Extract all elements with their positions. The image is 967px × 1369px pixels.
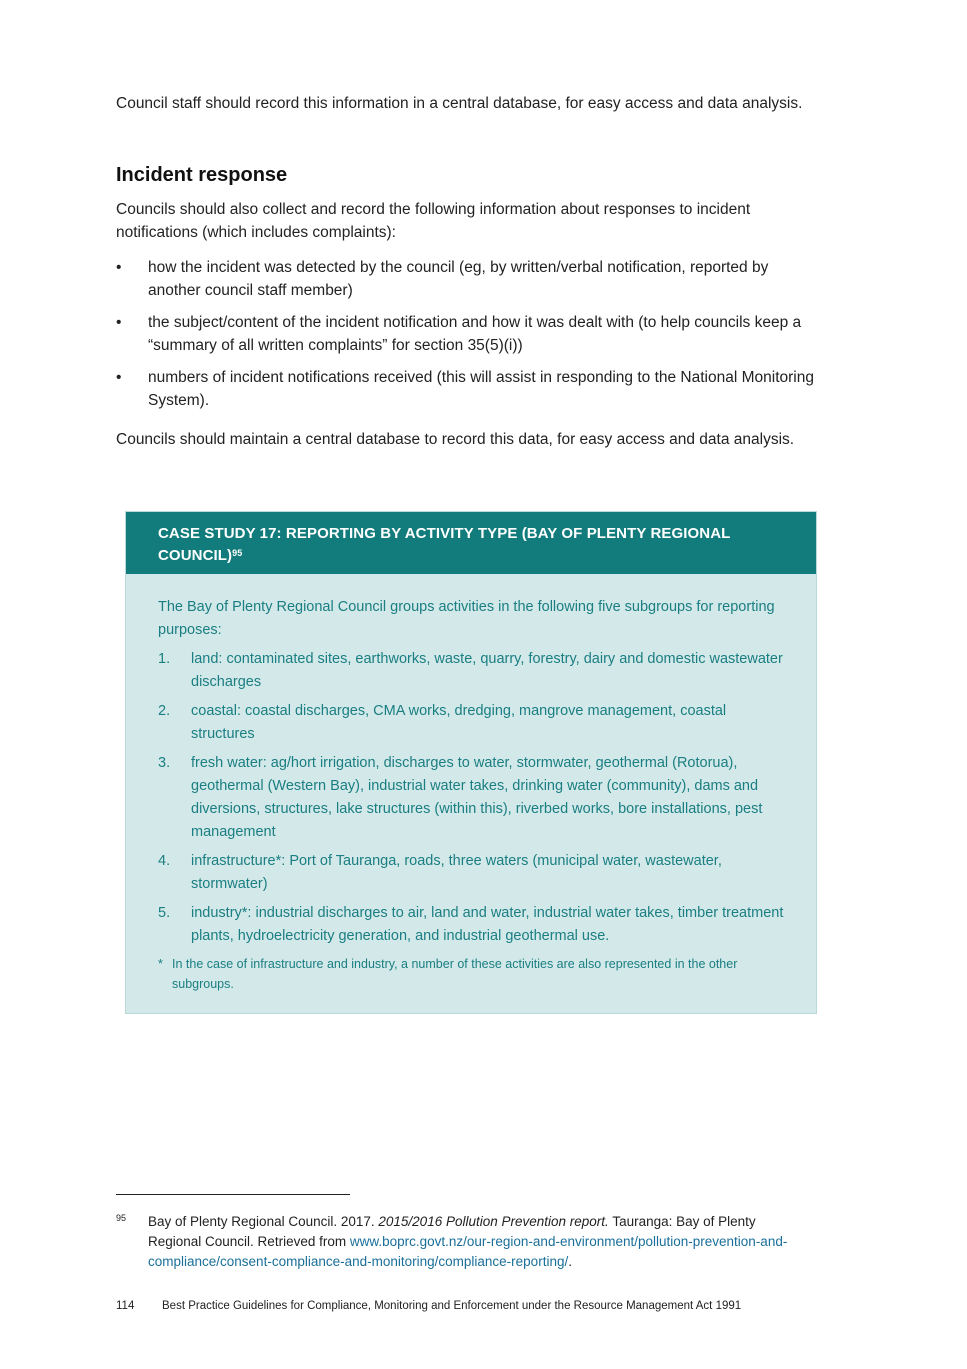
page-content [116, 92, 816, 451]
page-footer [116, 1298, 741, 1314]
list-item [158, 648, 784, 694]
footnote-number: 95 [116, 1213, 127, 1223]
item-number: 3. [158, 755, 171, 771]
list-item [158, 752, 784, 844]
case-study-body [126, 574, 816, 994]
section-lead: Councils should also collect and record the following information about responses to incident notifications (which includes complaints): [116, 201, 751, 241]
bullet-list [116, 256, 816, 412]
note-text: In the case of infrastructure and industry, a number of these activities are also represented in the other subgroups. [172, 957, 738, 991]
item-number: 5. [158, 905, 171, 921]
list-item [116, 256, 816, 302]
footnote [116, 1212, 806, 1272]
document-title: Best Practice Guidelines for Compliance, Monitoring and Enforcement under the Resource Management Act 1991 [162, 1300, 742, 1312]
list-item [158, 902, 784, 948]
item-number: 2. [158, 703, 171, 719]
list-item [158, 850, 784, 896]
case-study-title: CASE STUDY 17: REPORTING BY ACTIVITY TYPE (BAY OF PLENTY REGIONAL COUNCIL) [158, 525, 731, 564]
item-text: land: contaminated sites, earthworks, waste, quarry, forestry, dairy and domestic wastewater discharges [191, 651, 783, 690]
footnote-end: . [568, 1254, 572, 1269]
closing-paragraph: Councils should maintain a central database to record this data, for easy access and data analysis. [116, 431, 795, 448]
case-study-header [126, 512, 816, 574]
footnote-report-title: 2015/2016 Pollution Prevention report. [378, 1214, 609, 1229]
intro-paragraph: Council staff should record this information in a central database, for easy access and data analysis. [116, 95, 803, 112]
item-number: 1. [158, 651, 171, 667]
list-item [116, 366, 816, 412]
list-item-text: the subject/content of the incident notification and how it was dealt with (to help councils keep a “summary of all written complaints” for section 35(5)(i)) [148, 314, 802, 354]
asterisk-icon: * [158, 957, 163, 971]
bullet-icon: • [116, 259, 122, 276]
footnote-divider [116, 1194, 350, 1195]
case-study-note [158, 954, 784, 994]
list-item [116, 311, 816, 357]
item-number: 4. [158, 853, 171, 869]
footnote-link[interactable]: www.boprc.govt.nz/our-region-and-environment/pollution-prevention-and-compliance/consent-compliance-and-monitoring/compliance-reporting/ [148, 1234, 788, 1269]
item-text: infrastructure*: Port of Tauranga, roads, three waters (municipal water, wastewater, stormwater) [191, 853, 722, 892]
item-text: industry*: industrial discharges to air, land and water, industrial water takes, timber treatment plants, hydroelectricity generation, and industrial geothermal use. [191, 905, 784, 944]
bullet-icon: • [116, 314, 122, 331]
item-text: fresh water: ag/hort irrigation, discharges to water, stormwater, geothermal (Rotorua), geothermal (Western Bay), industrial water takes, drinking water (community), dams and diversions, structures, lake structures (within this), riverbed works, bore installations, pest management [191, 755, 763, 840]
footnote-publisher: Tauranga: Bay of Plenty Regional Council. Retrieved from [148, 1214, 756, 1249]
section-heading: Incident response [116, 164, 288, 186]
footnote-reference[interactable]: 95 [232, 548, 243, 558]
list-item [158, 700, 784, 746]
footnote-citation: Bay of Plenty Regional Council. 2017. [148, 1214, 379, 1229]
item-text: coastal: coastal discharges, CMA works, dredging, mangrove management, coastal structures [191, 703, 727, 742]
footnote-text [148, 1212, 806, 1272]
subgroup-list [158, 648, 784, 948]
list-item-text: numbers of incident notifications received (this will assist in responding to the National Monitoring System). [148, 369, 814, 409]
bullet-icon: • [116, 369, 122, 386]
list-item-text: how the incident was detected by the council (eg, by written/verbal notification, reported by another council staff member) [148, 259, 769, 299]
page-number: 114 [116, 1300, 135, 1312]
case-study-intro: The Bay of Plenty Regional Council groups activities in the following five subgroups for reporting purposes: [158, 599, 775, 638]
case-study-box [125, 511, 817, 1014]
